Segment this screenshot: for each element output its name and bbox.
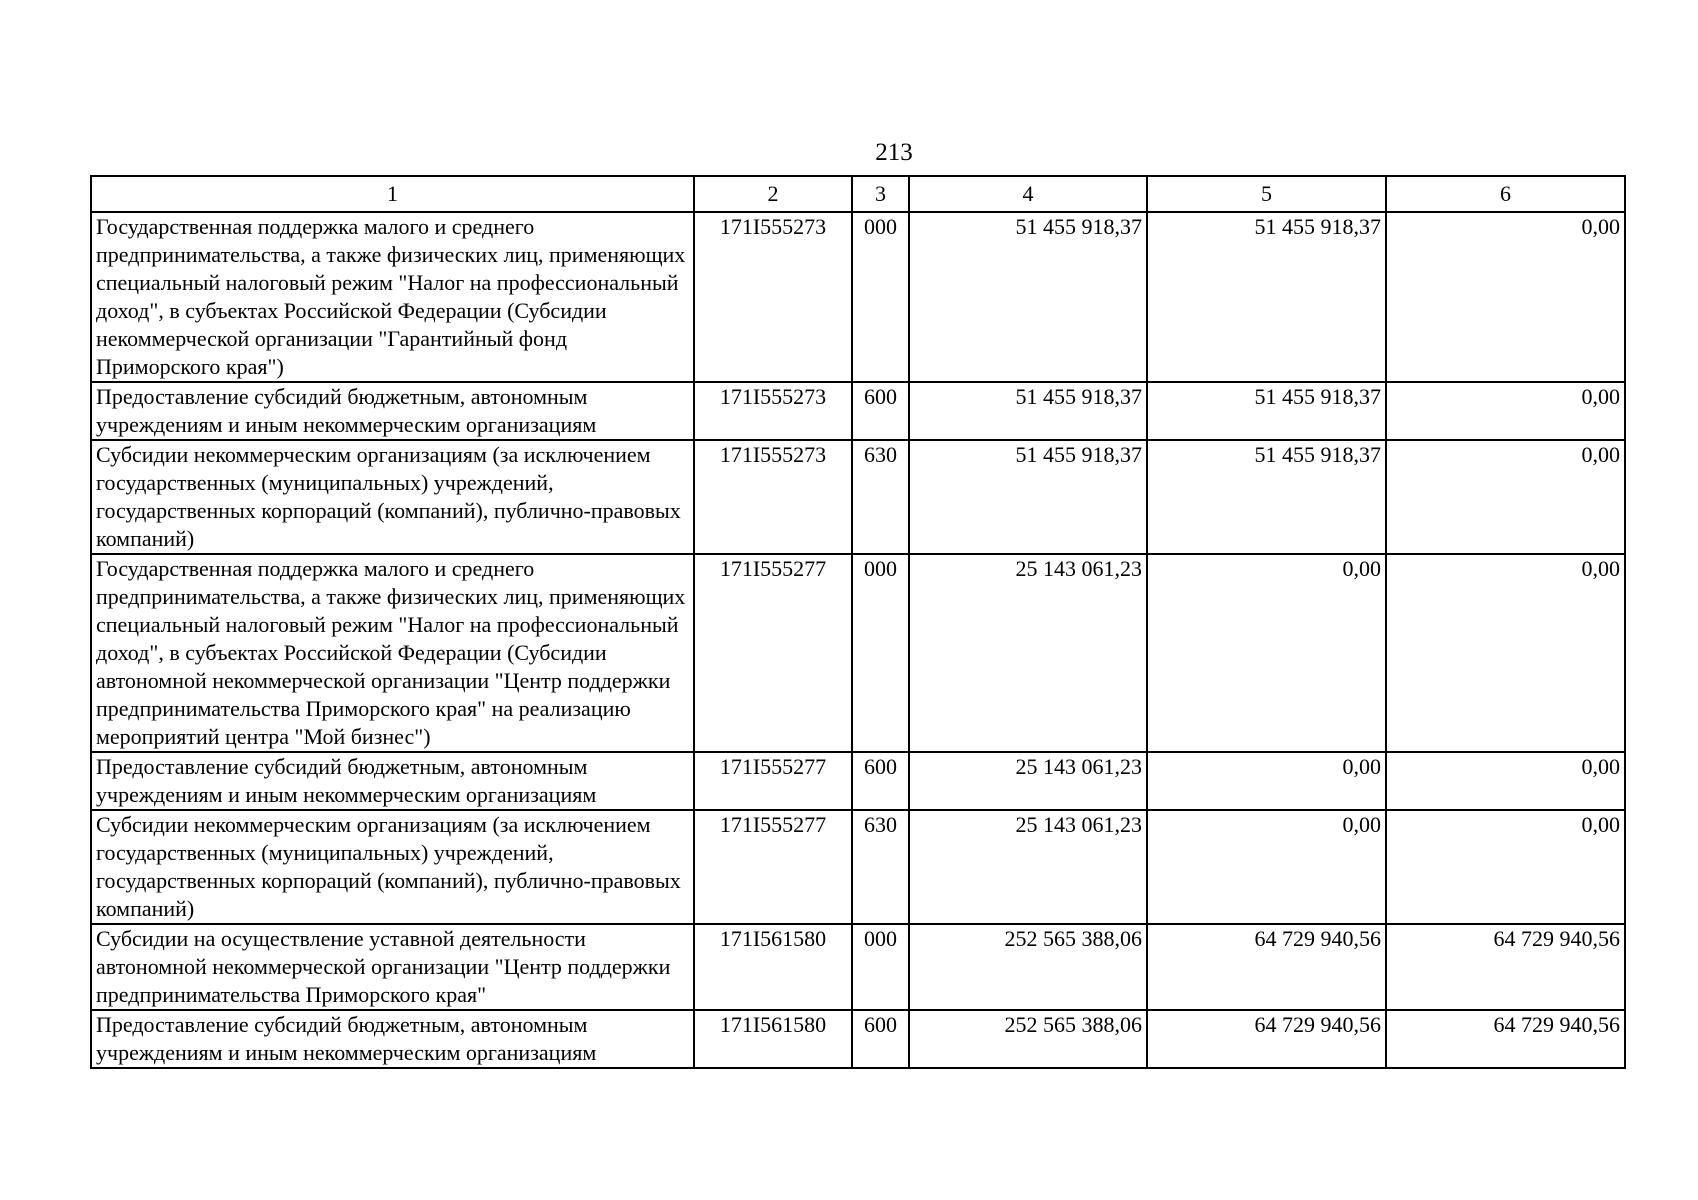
- row-code: 171I555277: [694, 554, 852, 752]
- table-row: [91, 382, 1625, 440]
- row-amount-4: 25 143 061,23: [909, 554, 1147, 752]
- page-number: 213: [875, 139, 913, 166]
- row-amount-6: 64 729 940,56: [1386, 924, 1625, 1010]
- header-cell-4: 4: [909, 176, 1147, 212]
- row-code: 171I555273: [694, 440, 852, 554]
- row-amount-6: 0,00: [1386, 810, 1625, 924]
- table-row: [91, 212, 1625, 382]
- table-row: [91, 752, 1625, 810]
- header-cell-1: 1: [91, 176, 694, 212]
- row-description: Предоставление субсидий бюджетным, автономным учреждениям и иным некоммерческим организациям: [91, 1010, 694, 1068]
- row-type: 630: [852, 810, 909, 924]
- table-row: [91, 554, 1625, 752]
- budget-table: [90, 175, 1626, 1069]
- row-amount-6: 0,00: [1386, 440, 1625, 554]
- row-description: Предоставление субсидий бюджетным, автономным учреждениям и иным некоммерческим организациям: [91, 752, 694, 810]
- row-amount-4: 51 455 918,37: [909, 212, 1147, 382]
- row-amount-5: 64 729 940,56: [1147, 924, 1386, 1010]
- row-type: 600: [852, 382, 909, 440]
- table-row: [91, 1010, 1625, 1068]
- row-amount-5: 51 455 918,37: [1147, 382, 1386, 440]
- row-amount-4: 25 143 061,23: [909, 810, 1147, 924]
- row-amount-6: 0,00: [1386, 554, 1625, 752]
- header-cell-3: 3: [852, 176, 909, 212]
- row-type: 600: [852, 1010, 909, 1068]
- row-type: 600: [852, 752, 909, 810]
- table-row: [91, 440, 1625, 554]
- row-amount-4: 51 455 918,37: [909, 440, 1147, 554]
- header-cell-2: 2: [694, 176, 852, 212]
- row-description: Государственная поддержка малого и среднего предпринимательства, а также физических лиц, применяющих специальный налоговый режим "Налог на профессиональный доход", в субъектах Российской Федерации (Субсидии автономной некоммерческой организации "Центр поддержки предпринимательства Приморского края" на реализацию мероприятий центра "Мой бизнес"): [91, 554, 694, 752]
- row-code: 171I555277: [694, 752, 852, 810]
- row-description: Государственная поддержка малого и среднего предпринимательства, а также физических лиц, применяющих специальный налоговый режим "Налог на профессиональный доход", в субъектах Российской Федерации (Субсидии некоммерческой организации "Гарантийный фонд Приморского края"): [91, 212, 694, 382]
- row-amount-5: 0,00: [1147, 810, 1386, 924]
- row-amount-4: 25 143 061,23: [909, 752, 1147, 810]
- row-type: 630: [852, 440, 909, 554]
- row-amount-4: 51 455 918,37: [909, 382, 1147, 440]
- row-amount-5: 64 729 940,56: [1147, 1010, 1386, 1068]
- row-code: 171I555277: [694, 810, 852, 924]
- row-amount-6: 0,00: [1386, 752, 1625, 810]
- row-amount-6: 0,00: [1386, 382, 1625, 440]
- row-amount-5: 51 455 918,37: [1147, 212, 1386, 382]
- row-amount-6: 0,00: [1386, 212, 1625, 382]
- row-code: 171I555273: [694, 212, 852, 382]
- row-code: 171I555273: [694, 382, 852, 440]
- row-amount-5: 51 455 918,37: [1147, 440, 1386, 554]
- row-type: 000: [852, 924, 909, 1010]
- header-row: [91, 176, 1625, 212]
- row-type: 000: [852, 554, 909, 752]
- table-row: [91, 924, 1625, 1010]
- header-cell-5: 5: [1147, 176, 1386, 212]
- row-amount-5: 0,00: [1147, 752, 1386, 810]
- row-description: Субсидии некоммерческим организациям (за исключением государственных (муниципальных) учреждений, государственных корпораций (компаний), публично-правовых компаний): [91, 810, 694, 924]
- row-amount-5: 0,00: [1147, 554, 1386, 752]
- row-type: 000: [852, 212, 909, 382]
- row-code: 171I561580: [694, 924, 852, 1010]
- row-description: Субсидии некоммерческим организациям (за исключением государственных (муниципальных) учреждений, государственных корпораций (компаний), публично-правовых компаний): [91, 440, 694, 554]
- row-description: Субсидии на осуществление уставной деятельности автономной некоммерческой организации "Центр поддержки предпринимательства Приморского края": [91, 924, 694, 1010]
- row-code: 171I561580: [694, 1010, 852, 1068]
- header-cell-6: 6: [1386, 176, 1625, 212]
- table-row: [91, 810, 1625, 924]
- row-amount-4: 252 565 388,06: [909, 1010, 1147, 1068]
- row-amount-4: 252 565 388,06: [909, 924, 1147, 1010]
- row-description: Предоставление субсидий бюджетным, автономным учреждениям и иным некоммерческим организациям: [91, 382, 694, 440]
- row-amount-6: 64 729 940,56: [1386, 1010, 1625, 1068]
